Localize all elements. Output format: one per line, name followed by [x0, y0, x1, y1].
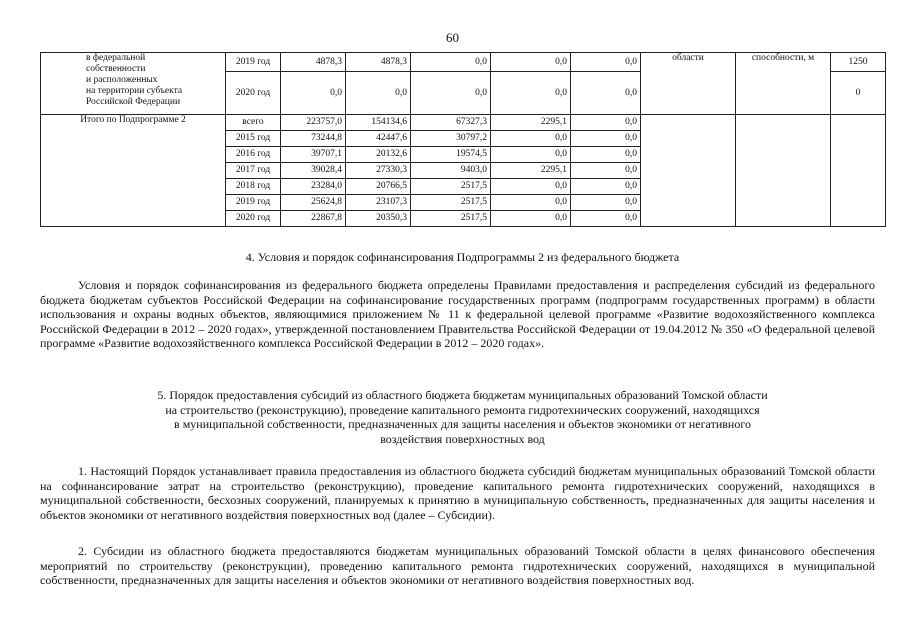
- value-cell: 0,0: [491, 53, 571, 72]
- budget-table: [40, 52, 886, 227]
- indicator-cell: способности, м: [736, 53, 831, 115]
- value-cell: 67327,3: [411, 115, 491, 131]
- value-cell: 0,0: [491, 131, 571, 147]
- value-cell: 19574,5: [411, 147, 491, 163]
- year-cell: 2020 год: [226, 211, 281, 227]
- value-cell: 39707,1: [281, 147, 346, 163]
- value-cell: 2295,1: [491, 163, 571, 179]
- indicator-value-empty-cell: [831, 115, 886, 227]
- value-cell: 9403,0: [411, 163, 491, 179]
- section-4-heading: 4. Условия и порядок софинансирования Подпрограммы 2 из федерального бюджета: [245, 250, 680, 264]
- value-cell: 0,0: [571, 72, 641, 115]
- year-cell: 2019 год: [226, 195, 281, 211]
- value-cell: 223757,0: [281, 115, 346, 131]
- year-cell: 2016 год: [226, 147, 281, 163]
- value-cell: 22867,8: [281, 211, 346, 227]
- value-cell: 4878,3: [281, 53, 346, 72]
- value-cell: 0,0: [491, 211, 571, 227]
- table-row: [41, 53, 886, 72]
- value-cell: 0,0: [571, 147, 641, 163]
- responsible-empty-cell: [641, 115, 736, 227]
- value-cell: 20132,6: [346, 147, 411, 163]
- value-cell: 154134,6: [346, 115, 411, 131]
- value-cell: 0,0: [411, 72, 491, 115]
- year-cell: 2015 год: [226, 131, 281, 147]
- value-cell: 23284,0: [281, 179, 346, 195]
- value-cell: 27330,3: [346, 163, 411, 179]
- measure-name-cell: в федеральной собственности и расположенных на территории субъекта Российской Федерации: [41, 53, 226, 115]
- value-cell: 0,0: [491, 147, 571, 163]
- total-name-cell: Итого по Подпрограмме 2: [41, 115, 226, 227]
- page-number: 60: [446, 30, 459, 45]
- value-cell: 0,0: [571, 179, 641, 195]
- section-5-paragraph-1: 1. Настоящий Порядок устанавливает правила предоставления из областного бюджета субсидий бюджетам муниципальных образований Томской области на софинансирование затрат на строительство (реконструкцию), проведение капитального ремонта гидротехнических сооружений, находящихся в муниципальной собственности, бесхозных сооружений, планируемых к принятию в муниципальную собственность, предназначенных для защиты населения и объектов экономики от негативного воздействия поверхностных вод (далее – Субсидии).: [40, 464, 875, 522]
- section-5-heading: 5. Порядок предоставления субсидий из областного бюджета бюджетам муниципальных образований Томской области на строительство (реконструкцию), проведение капитального ремонта гидротехнических сооружений, находящихся в муниципальной собственности, предназначенных для защиты населения и объектов экономики от негативного воздействия поверхностных вод: [157, 388, 768, 446]
- value-cell: 0,0: [411, 53, 491, 72]
- value-cell: 0,0: [571, 131, 641, 147]
- value-cell: 23107,3: [346, 195, 411, 211]
- value-cell: 25624,8: [281, 195, 346, 211]
- value-cell: 20766,5: [346, 179, 411, 195]
- year-cell: 2020 год: [226, 72, 281, 115]
- value-cell: 0,0: [346, 72, 411, 115]
- year-cell: 2019 год: [226, 53, 281, 72]
- year-cell: всего: [226, 115, 281, 131]
- value-cell: 39028,4: [281, 163, 346, 179]
- value-cell: 0,0: [571, 211, 641, 227]
- responsible-cell: области: [641, 53, 736, 115]
- value-cell: 2295,1: [491, 115, 571, 131]
- section-5-paragraph-2: 2. Субсидии из областного бюджета предоставляются бюджетам муниципальных образований Томской области в целях финансового обеспечения мероприятий по строительству (реконструкции), проведению капитального ремонта гидротехнических сооружений, находящихся в муниципальной собственности, предназначенных для защиты населения и объектов экономики от негативного воздействия поверхностных вод.: [40, 544, 875, 587]
- value-cell: 2517,5: [411, 195, 491, 211]
- indicator-value-cell: 0: [831, 72, 886, 115]
- value-cell: 0,0: [491, 72, 571, 115]
- indicator-empty-cell: [736, 115, 831, 227]
- value-cell: 4878,3: [346, 53, 411, 72]
- value-cell: 0,0: [571, 53, 641, 72]
- section-4-paragraph: Условия и порядок софинансирования из федерального бюджета определены Правилами предоставления и распределения субсидий из федерального бюджета бюджетам субъектов Российской Федерации на софинансирование государственных программ (подпрограмм государственных программ) в области использования и охраны водных объектов, являющимися приложением № 11 к федеральной целевой программе «Развитие водохозяйственного комплекса Российской Федерации в 2012 – 2020 годах», утвержденной постановлением Правительства Российской Федерации от 19.04.2012 № 350 «О федеральной целевой программе «Развитие водохозяйственного комплекса Российской Федерации в 2012 – 2020 годах».: [40, 278, 875, 350]
- table-row: [41, 115, 886, 131]
- value-cell: 0,0: [491, 195, 571, 211]
- indicator-value-cell: 1250: [831, 53, 886, 72]
- value-cell: 2517,5: [411, 179, 491, 195]
- value-cell: 20350,3: [346, 211, 411, 227]
- year-cell: 2017 год: [226, 163, 281, 179]
- value-cell: 0,0: [571, 163, 641, 179]
- value-cell: 42447,6: [346, 131, 411, 147]
- value-cell: 0,0: [281, 72, 346, 115]
- value-cell: 2517,5: [411, 211, 491, 227]
- value-cell: 30797,2: [411, 131, 491, 147]
- value-cell: 0,0: [491, 179, 571, 195]
- value-cell: 0,0: [571, 115, 641, 131]
- value-cell: 0,0: [571, 195, 641, 211]
- year-cell: 2018 год: [226, 179, 281, 195]
- value-cell: 73244,8: [281, 131, 346, 147]
